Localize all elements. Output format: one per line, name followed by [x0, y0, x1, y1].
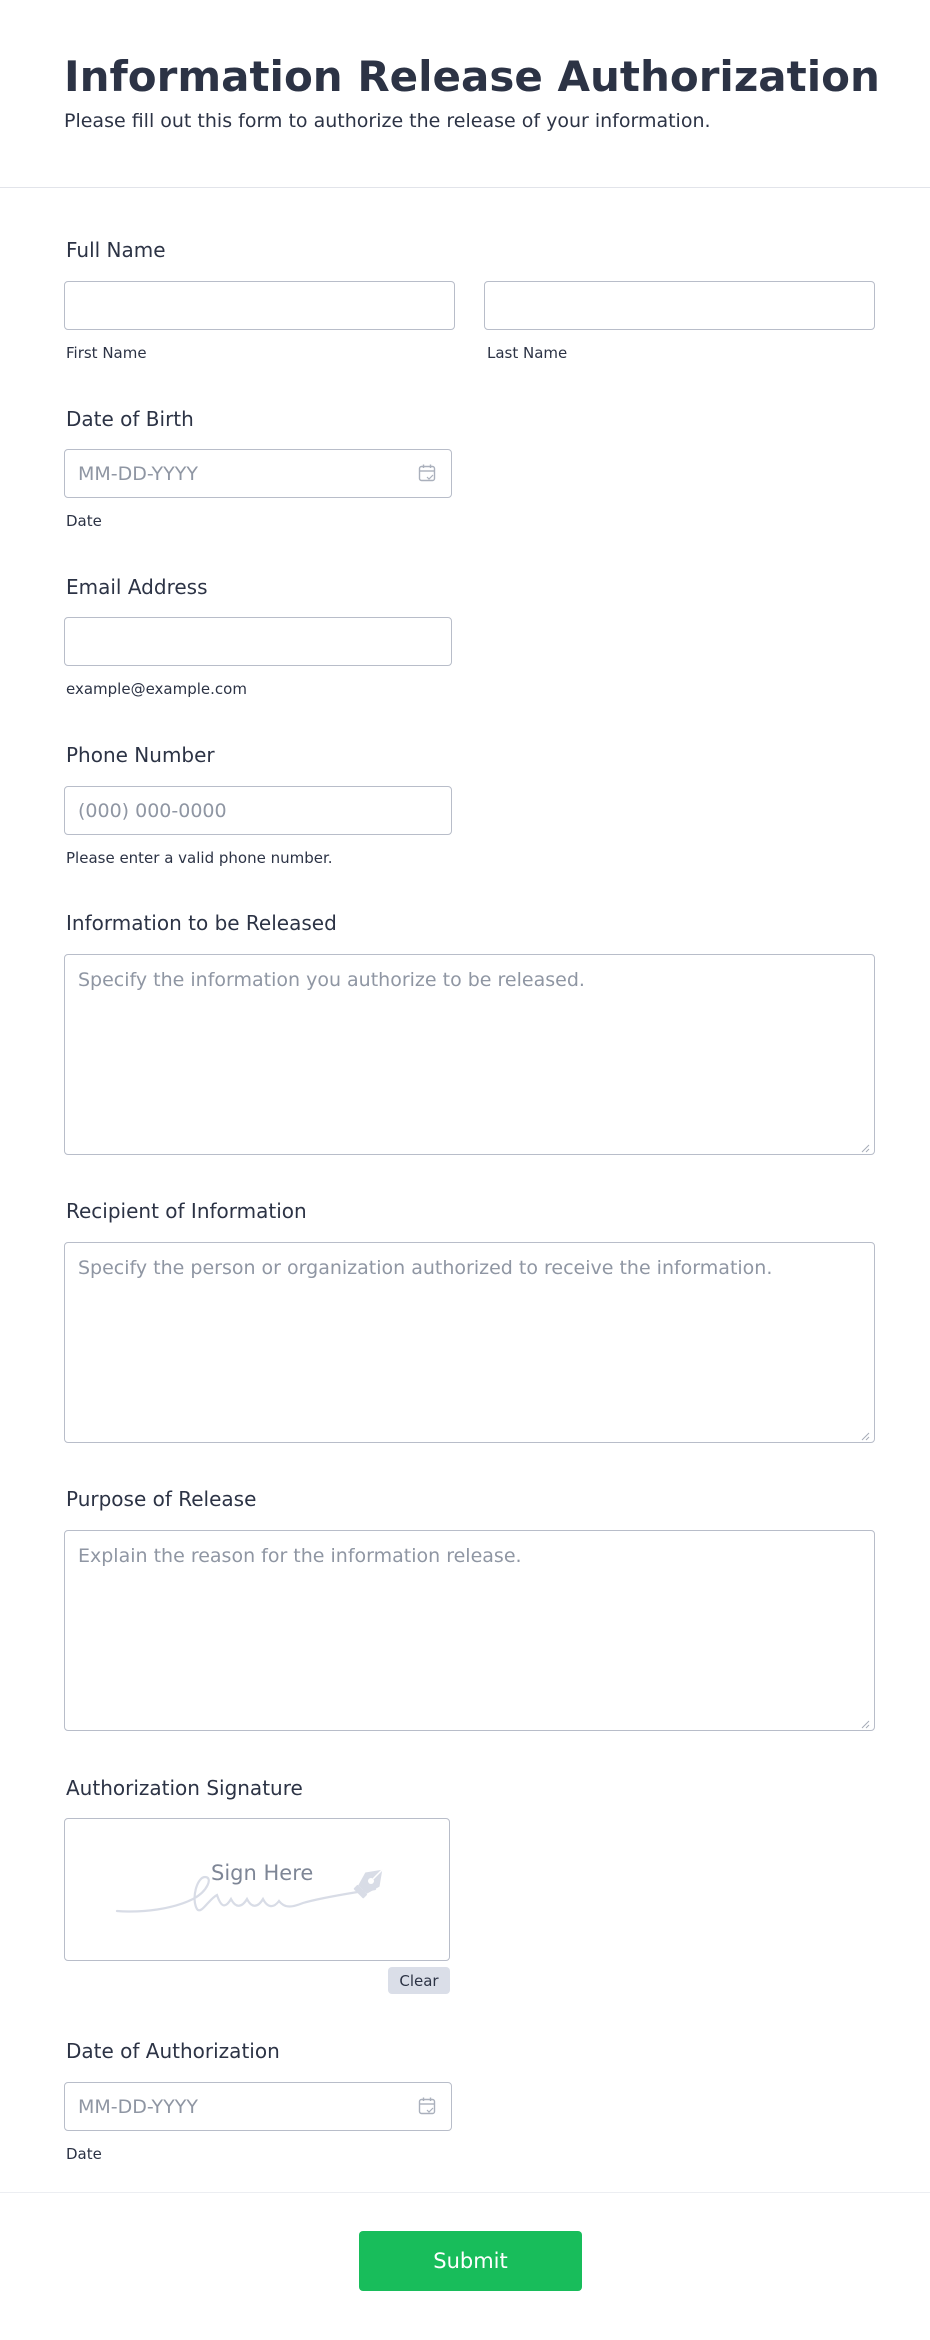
phone-label: Phone Number: [66, 743, 215, 767]
first-name-sublabel: First Name: [66, 344, 147, 362]
purpose-label: Purpose of Release: [66, 1487, 257, 1511]
email-input[interactable]: [64, 617, 452, 666]
purpose-textarea[interactable]: [64, 1530, 875, 1731]
resize-grip-icon[interactable]: [860, 1143, 870, 1153]
first-name-input[interactable]: [64, 281, 455, 330]
last-name-sublabel: Last Name: [487, 344, 568, 362]
resize-grip-icon[interactable]: [860, 1719, 870, 1729]
dob-sublabel: Date: [66, 512, 102, 530]
clear-signature-button[interactable]: Clear: [388, 1967, 450, 1994]
signature-pad[interactable]: [64, 1818, 450, 1961]
footer-divider: [0, 2192, 930, 2193]
auth-date-sublabel: Date: [66, 2145, 102, 2163]
phone-input[interactable]: [64, 786, 452, 835]
email-sublabel: example@example.com: [66, 680, 247, 698]
pen-nib-icon: [349, 1859, 393, 1903]
signature-label: Authorization Signature: [66, 1776, 303, 1800]
recipient-label: Recipient of Information: [66, 1199, 307, 1223]
auth-date-input[interactable]: [64, 2082, 452, 2131]
dob-input[interactable]: [64, 449, 452, 498]
sign-here-prompt: Sign Here: [211, 1861, 314, 1885]
info-released-textarea[interactable]: [64, 954, 875, 1155]
dob-label: Date of Birth: [66, 407, 194, 431]
auth-date-label: Date of Authorization: [66, 2039, 280, 2063]
calendar-icon[interactable]: [417, 463, 437, 483]
recipient-textarea[interactable]: [64, 1242, 875, 1443]
page-subtitle: Please fill out this form to authorize the release of your information.: [64, 110, 711, 132]
submit-button[interactable]: Submit: [359, 2231, 582, 2291]
page-title: Information Release Authorization: [64, 52, 880, 101]
email-label: Email Address: [66, 575, 208, 599]
full-name-label: Full Name: [66, 238, 166, 262]
form-header: [0, 0, 930, 188]
phone-sublabel: Please enter a valid phone number.: [66, 849, 333, 867]
resize-grip-icon[interactable]: [860, 1431, 870, 1441]
calendar-icon[interactable]: [417, 2096, 437, 2116]
info-released-label: Information to be Released: [66, 911, 337, 935]
last-name-input[interactable]: [484, 281, 875, 330]
